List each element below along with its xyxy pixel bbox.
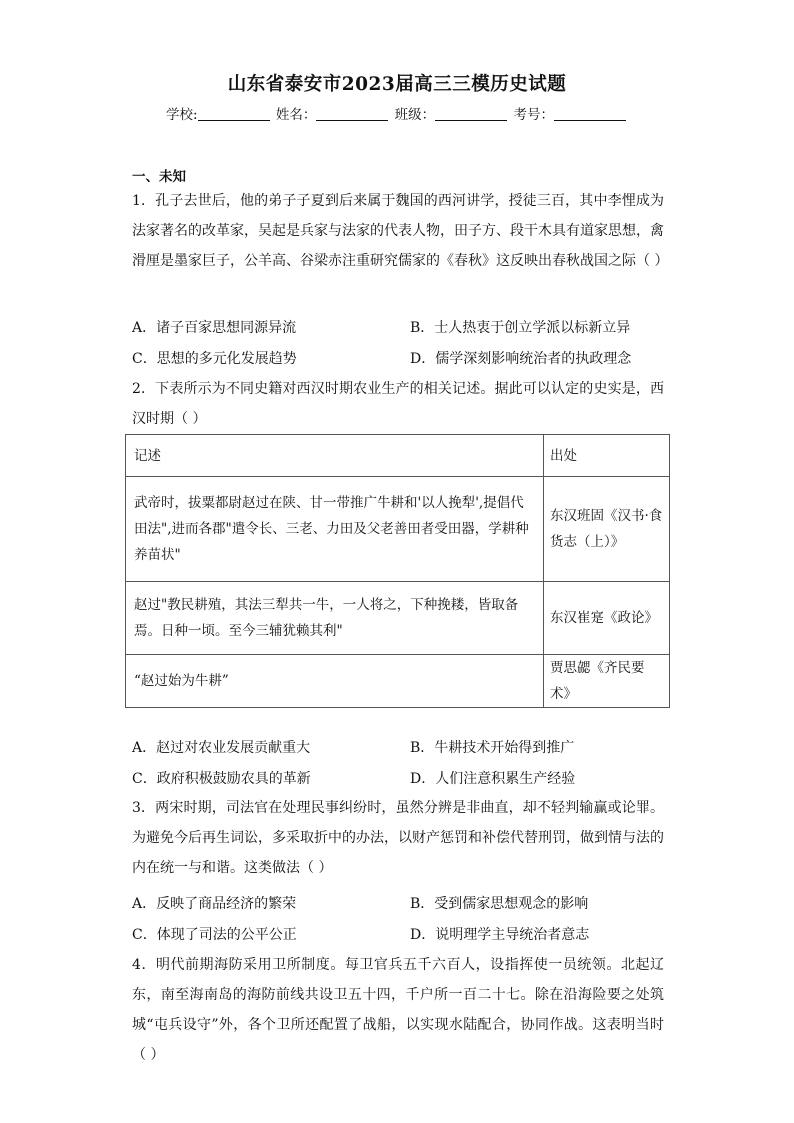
table-row — [126, 582, 670, 655]
table-row — [126, 655, 670, 708]
class-blank[interactable] — [435, 106, 507, 121]
school-label: 学校: — [166, 107, 198, 123]
question-1-option-a: A．诸子百家思想同源异流 — [132, 320, 297, 336]
table-cell-record: “赵过始为牛耕” — [126, 655, 544, 708]
name-blank[interactable] — [316, 106, 388, 121]
table-header-cell: 出处 — [544, 435, 670, 477]
table-cell-record: 赵过"教民耕殖，其法三犁共一牛，一人将之，下种挽耧，皆取备焉。日种一顷。至今三辅犹赖其利" — [126, 582, 544, 655]
question-3-option-d: D．说明理学主导统治者意志 — [410, 927, 590, 943]
question-2-stem: 2．下表所示为不同史籍对西汉时期农业生产的相关记述。据此可以认定的史实是，西汉时期（ ） — [132, 381, 664, 427]
question-2-option-c: C．政府积极鼓励农具的革新 — [132, 771, 311, 787]
student-info-line — [0, 103, 794, 123]
question-1-option-c: C．思想的多元化发展趋势 — [132, 351, 297, 367]
question-3-stem: 3．两宋时期，司法官在处理民事纠纷时，虽然分辨是非曲直，却不轻判输赢或论罪。为避免今后再生词讼，多采取折中的办法，以财产惩罚和补偿代替刑罚，做到情与法的内在统一与和谐。这类做法（ ） — [132, 800, 664, 876]
number-blank[interactable] — [554, 106, 626, 121]
table-cell-source: 东汉崔寔《政论》 — [544, 582, 670, 655]
table-cell-record: 武帝时，拔粟都尉赵过在陕、甘一带推广牛耕和'以人挽犁',提倡代田法",进而各郡"遣令长、三老、力田及父老善田者受田器，学耕种养苗状" — [126, 477, 544, 582]
question-3-option-b: B．受到儒家思想观念的影响 — [410, 896, 589, 912]
number-label: 考号： — [513, 107, 554, 123]
table-cell-source: 贾思勰《齐民要术》 — [544, 655, 670, 708]
table-header-cell: 记述 — [126, 435, 544, 477]
records-table — [125, 434, 670, 708]
question-2-option-d: D．人们注意积累生产经验 — [410, 771, 576, 787]
exam-title: 山东省泰安市2023届高三三模历史试题 — [227, 74, 567, 95]
question-2-option-b: B．牛耕技术开始得到推广 — [410, 740, 575, 756]
question-3-option-a: A．反映了商品经济的繁荣 — [132, 896, 297, 912]
question-3-option-c: C．体现了司法的公平公正 — [132, 927, 297, 943]
table-cell-source: 东汉班固《汉书·食货志（上）》 — [544, 477, 670, 582]
section-heading: 一、未知 — [132, 169, 186, 185]
question-1-stem: 1．孔子去世后，他的弟子子夏到后来属于魏国的西河讲学，授徒三百，其中李悝成为法家著名的改革家，吴起是兵家与法家的代表人物，田子方、段干木具有道家思想，禽滑厘是墨家巨子，公羊高、谷梁赤注重研究儒家的《春秋》这反映出春秋战国之际（ ） — [132, 193, 669, 269]
question-1-option-b: B．士人热衷于创立学派以标新立异 — [410, 320, 631, 336]
class-label: 班级： — [394, 107, 436, 123]
name-label: 姓名： — [275, 107, 317, 123]
question-1-option-d: D．儒学深刻影响统治者的执政理念 — [410, 351, 632, 367]
table-header-row — [126, 435, 670, 477]
table-row — [126, 477, 670, 582]
school-blank[interactable] — [198, 106, 270, 121]
question-2-option-a: A．赵过对农业发展贡献重大 — [132, 740, 311, 756]
question-4-stem: 4．明代前期海防采用卫所制度。每卫官兵五千六百人，设指挥使一员统领。北起辽东，南至海南岛的海防前线共设卫五十四，千户所一百二十七。除在沿海险要之处筑城“屯兵设守”外，各个卫所还配置了战船，以实现水陆配合，协同作战。这表明当时（ ） — [132, 957, 664, 1063]
